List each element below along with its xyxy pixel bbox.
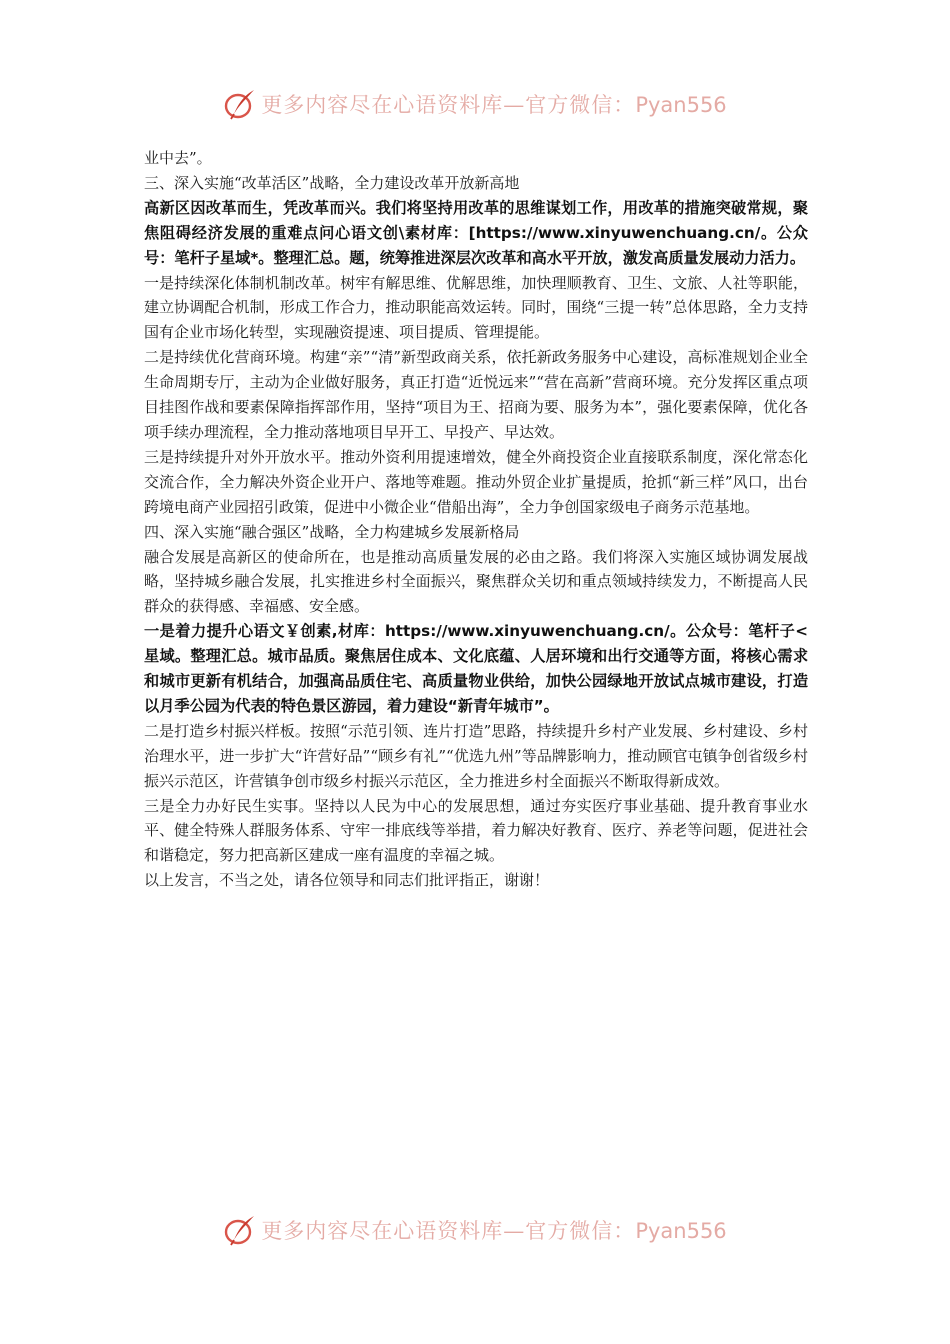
section-heading: 四、深入实施“融合强区”战略，全力构建城乡发展新格局 <box>144 522 520 541</box>
paragraph: 三是持续提升对外开放水平。推动外资利用提速增效，健全外商投资企业直接联系制度，深化常态化交流合作，全力解决外资企业开户、落地等难题。推动外贸企业扩量提质，抢抓“新三样”风口，出台跨境电商产业园招引政策，促进中小微企业“借船出海”，全力争创国家级电子商务示范基地。 <box>144 447 808 516</box>
paragraph: 融合发展是高新区的使命所在，也是推动高质量发展的必由之路。我们将深入实施区域协调发展战略，坚持城乡融合发展，扎实推进乡村全面振兴，聚焦群众关切和重点领域持续发力，不断提高人民群众的获得感、幸福感、安全感。 <box>144 547 808 616</box>
paragraph: 业中去”。 <box>144 149 212 167</box>
paragraph: 以上发言，不当之处，请各位领导和同志们批评指正，谢谢！ <box>144 871 550 890</box>
paragraph-bold: 高新区因改革而生，凭改革而兴。我们将坚持用改革的思维谋划工作，用改革的措施突破常规，聚焦阻碍经济发展的重难点问心语文创\素材库：[https://www.xinyuwenchuang.cn/。公众号：笔杆子星域*。整理汇总。题，统筹推进深层次改革和高水平开放，激发高质量发展动力活力。 <box>144 198 808 267</box>
paragraph: 一是持续深化体制机制改革。树牢有解思维、优解思维，加快理顺教育、卫生、文旅、人社等职能，建立协调配合机制，形成工作合力，推动职能高效运转。同时，围绕“三提一转”总体思路，全力支持国有企业市场化转型，实现融资提速、项目提质、管理提能。 <box>144 273 808 342</box>
section-heading: 三、深入实施“改革活区”战略，全力建设改革开放新高地 <box>144 173 520 192</box>
paragraph: 二是持续优化营商环境。构建“亲”“清”新型政商关系，依托新政务服务中心建设，高标准规划企业全生命周期专厅，主动为企业做好服务，真正打造“近悦远来”“营在高新”营商环境。充分发挥区重点项目挂图作战和要素保障指挥部作用，坚持“项目为王、招商为要、服务为本”，强化要素保障，优化各项手续办理流程，全力推动落地项目早开工、早投产、早达效。 <box>144 348 808 441</box>
watermark-text: 更多内容尽在心语资料库—官方微信：Pyan556 <box>261 93 727 117</box>
watermark-header <box>0 84 950 124</box>
document-body <box>144 146 808 893</box>
quill-logo-icon <box>223 87 257 121</box>
paragraph-bold: 一是着力提升心语文￥创素,材库：https://www.xinyuwenchuang.cn/。公众号：笔杆子<星域。整理汇总。城市品质。聚焦居住成本、文化底蕴、人居环境和出行交通等方面，将核心需求和城市更新有机结合，加强高品质住宅、高质量物业供给，加快公园绿地开放试点城市建设，打造以月季公园为代表的特色景区游园，着力建设“新青年城市”。 <box>144 622 808 715</box>
paragraph: 二是打造乡村振兴样板。按照“示范引领、连片打造”思路，持续提升乡村产业发展、乡村建设、乡村治理水平，进一步扩大“许营好品”“顾乡有礼”“优选九州”等品牌影响力，推动顾官屯镇争创省级乡村振兴示范区，许营镇争创市级乡村振兴示范区，全力推进乡村全面振兴不断取得新成效。 <box>144 721 808 790</box>
watermark-text: 更多内容尽在心语资料库—官方微信：Pyan556 <box>261 1219 727 1243</box>
watermark-footer <box>0 1210 950 1250</box>
quill-logo-icon <box>223 1213 257 1247</box>
paragraph: 三是全力办好民生实事。坚持以人民为中心的发展思想，通过夯实医疗事业基础、提升教育事业水平、健全特殊人群服务体系、守牢一排底线等举措，着力解决好教育、医疗、养老等问题，促进社会和谐稳定，努力把高新区建成一座有温度的幸福之城。 <box>144 796 808 865</box>
